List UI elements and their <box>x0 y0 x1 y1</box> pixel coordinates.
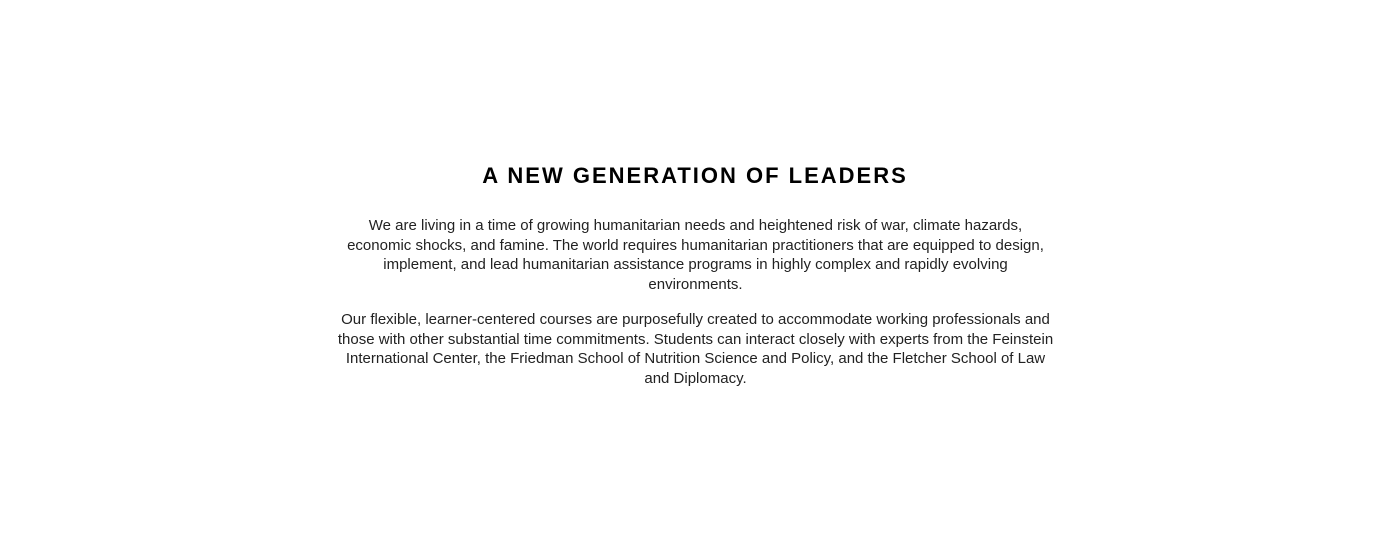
courses-paragraph: Our flexible, learner-centered courses are purposefully created to accommodate working professionals and those with other substantial time commitments. Students can interact closely with experts from the Feinstein International Center, the Friedman School of Nutrition Science and Policy, and the Fletcher School of Law and Diplomacy. <box>337 311 1054 387</box>
intro-paragraph: We are living in a time of growing humanitarian needs and heightened risk of war, climate hazards, economic shocks, and famine. The world requires humanitarian practitioners that are equipped to design, implement, and lead humanitarian assistance programs in highly complex and rapidly evolving environments. <box>347 217 1044 293</box>
section-heading: A NEW GENERATION OF LEADERS <box>482 163 908 188</box>
